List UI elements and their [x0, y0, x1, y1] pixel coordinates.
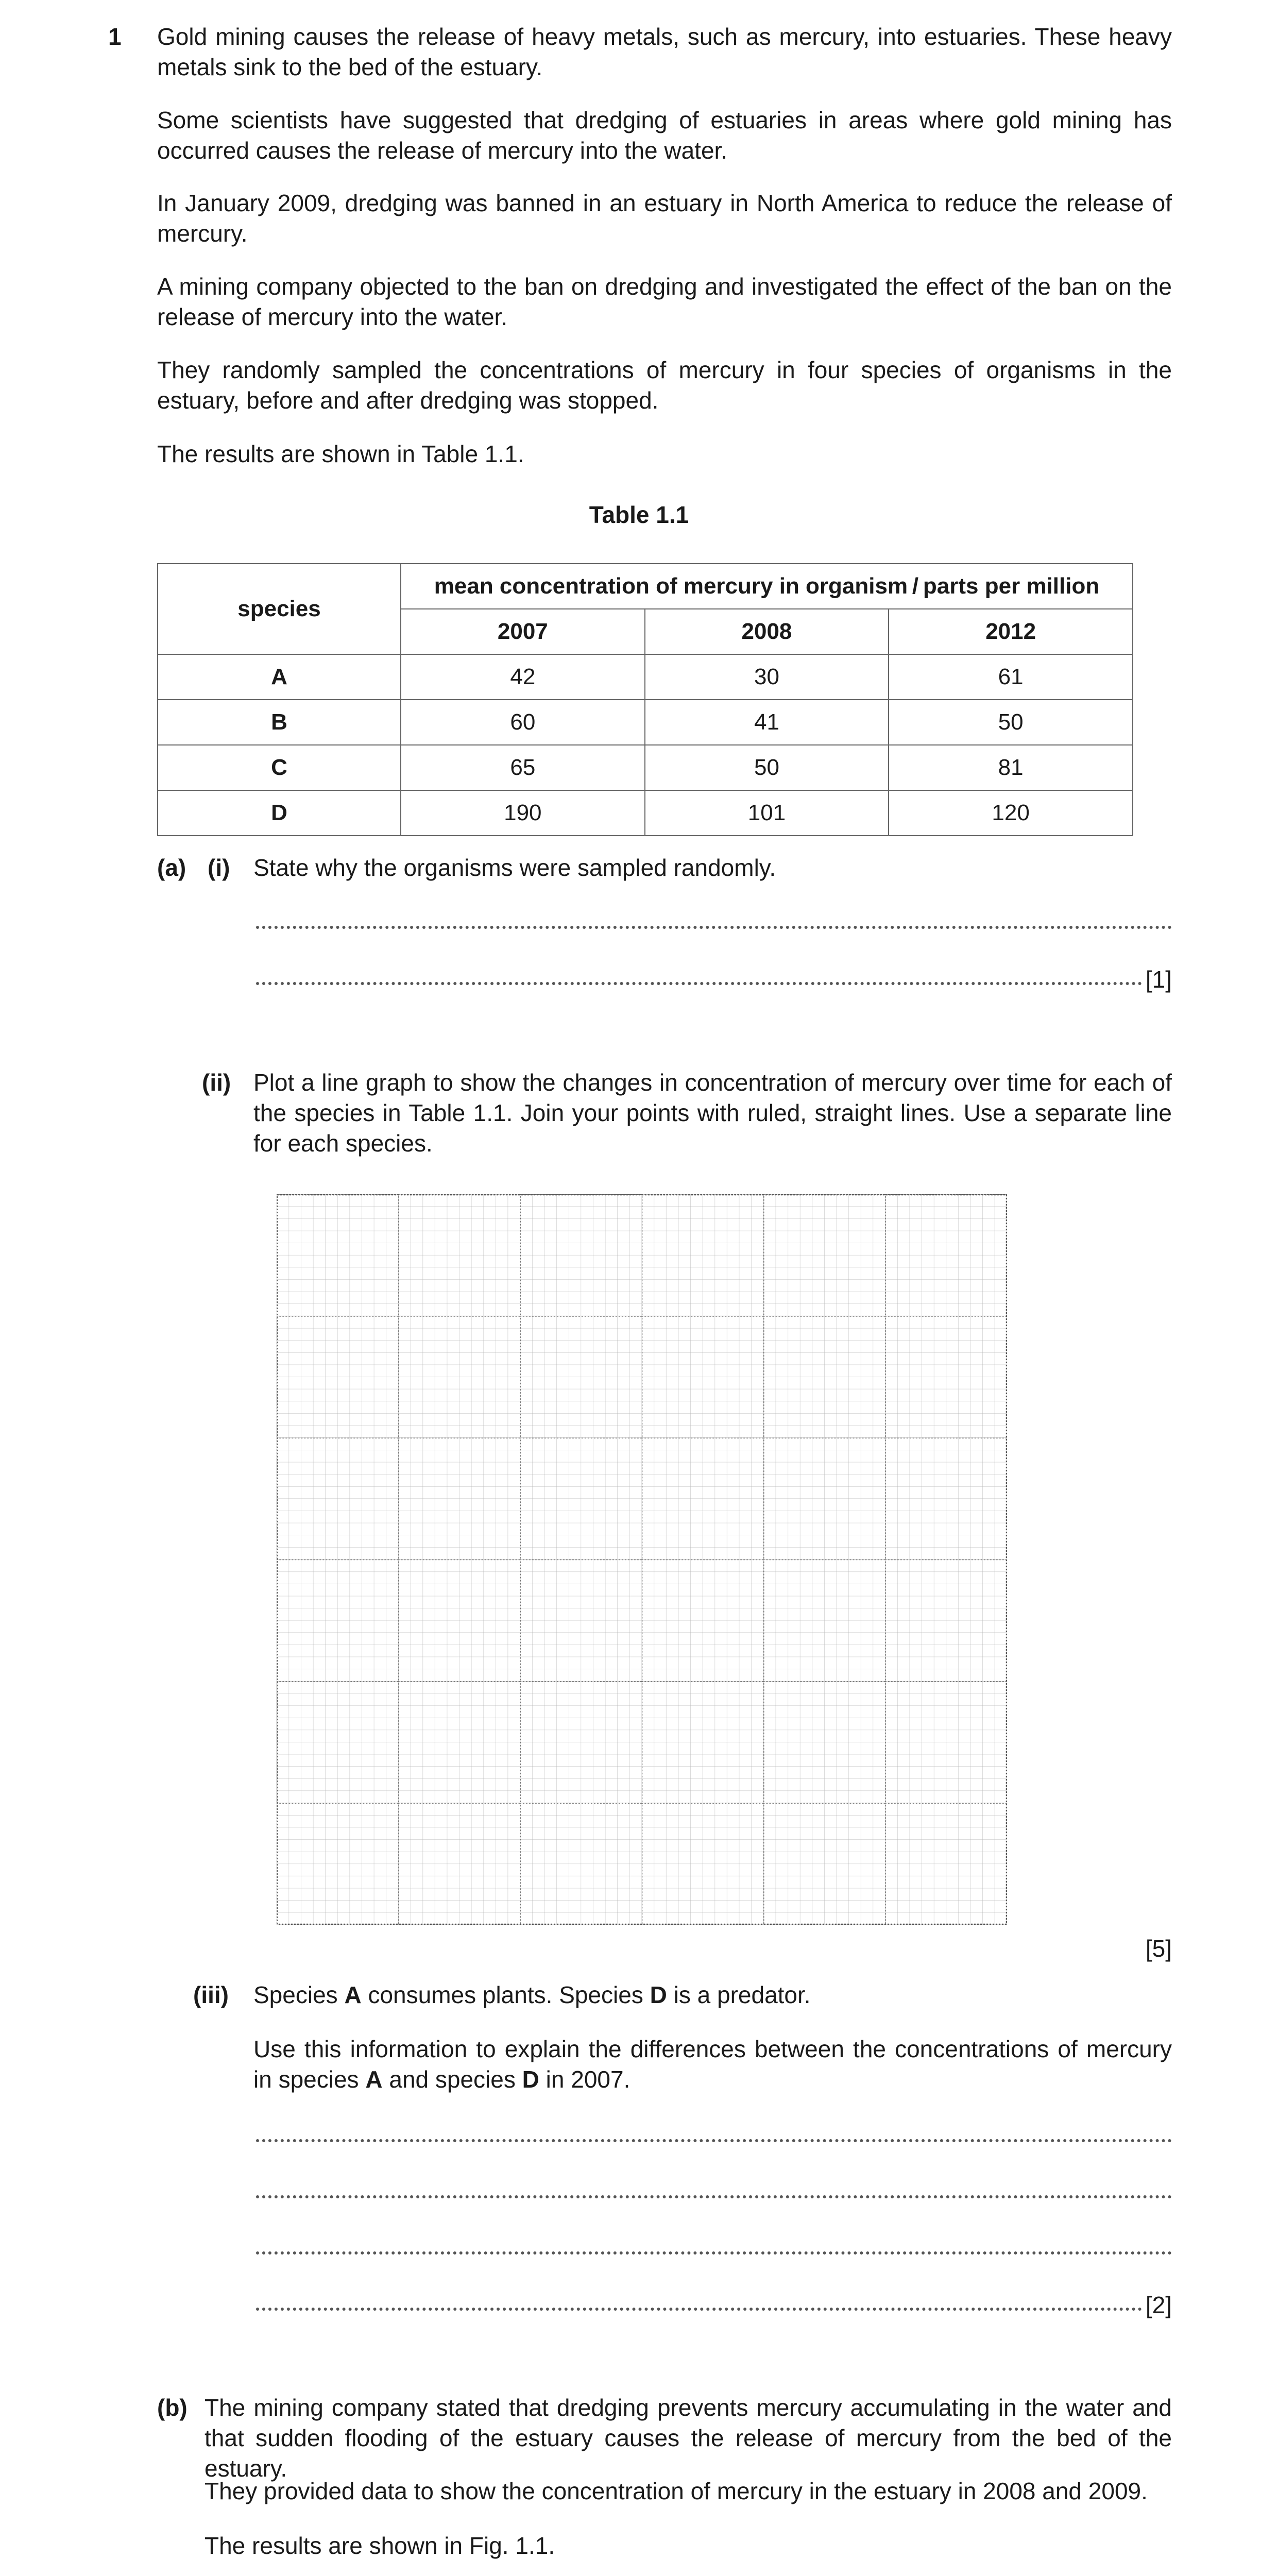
answer-line[interactable]	[256, 982, 1142, 985]
part-a-i-question: State why the organisms were sampled randomly.	[253, 854, 776, 881]
part-a-i-label: (i)	[208, 854, 230, 881]
intro-paragraph-2: Some scientists have suggested that dredging of estuaries in areas where gold mining has occurred causes the release of mercury into the water.	[157, 107, 1172, 164]
part-a-label: (a)	[157, 854, 186, 881]
value-cell: 190	[401, 790, 645, 836]
intro-paragraph-3: In January 2009, dredging was banned in an estuary in North America to reduce the release of mercury.	[157, 190, 1172, 247]
intro-paragraph-5: They randomly sampled the concentrations of mercury in four species of organisms in the estuary, before and after dredging was stopped.	[157, 357, 1172, 414]
graph-paper-grid[interactable]	[277, 1194, 1007, 1925]
part-b-text-1: The mining company stated that dredging prevents mercury accumulating in the water and that sudden flooding of the estuary causes the release of mercury from the bed of the estuary.	[205, 2394, 1172, 2482]
concentration-header: mean concentration of mercury in organism / parts per million	[401, 564, 1133, 609]
part-b-text-2: They provided data to show the concentration of mercury in the estuary in 2008 and 2009.	[205, 2478, 1148, 2504]
part-a-ii-question: Plot a line graph to show the changes in concentration of mercury over time for each of the species in Table 1.1. Join your points with ruled, straight lines. Use a separate line for each species.	[253, 1069, 1172, 1157]
table-row	[158, 790, 1133, 836]
part-a-iii-statement: Species A consumes plants. Species D is a predator.	[253, 1981, 811, 2008]
intro-paragraph-1: Gold mining causes the release of heavy metals, such as mercury, into estuaries. These heavy metals sink to the bed of the estuary.	[157, 23, 1172, 80]
year-header: 2007	[401, 609, 645, 654]
part-b-label: (b)	[157, 2394, 188, 2421]
value-cell: 60	[401, 700, 645, 745]
mercury-table	[157, 563, 1133, 836]
value-cell: 30	[645, 654, 889, 700]
intro-paragraph-4: A mining company objected to the ban on dredging and investigated the effect of the ban on the release of mercury into the water.	[157, 273, 1172, 330]
intro-paragraph-6: The results are shown in Table 1.1.	[157, 440, 524, 467]
table-row	[158, 700, 1133, 745]
table-row	[158, 654, 1133, 700]
table-row	[158, 745, 1133, 790]
marks: [1]	[1145, 966, 1172, 993]
species-cell: C	[158, 745, 401, 790]
value-cell: 61	[889, 654, 1133, 700]
answer-line[interactable]	[256, 2195, 1172, 2198]
part-a-iii-question: Use this information to explain the differences between the concentrations of mercury in species A and species D in 2007.	[253, 2036, 1172, 2093]
value-cell: 101	[645, 790, 889, 836]
year-header: 2008	[645, 609, 889, 654]
species-cell: A	[158, 654, 401, 700]
value-cell: 81	[889, 745, 1133, 790]
answer-line[interactable]	[256, 926, 1172, 929]
table-caption: Table 1.1	[589, 501, 689, 528]
year-header: 2012	[889, 609, 1133, 654]
part-a-iii-label: (iii)	[193, 1981, 229, 2008]
value-cell: 50	[889, 700, 1133, 745]
answer-line[interactable]	[256, 2251, 1172, 2255]
answer-line[interactable]	[256, 2139, 1172, 2142]
species-cell: B	[158, 700, 401, 745]
marks: [2]	[1145, 2292, 1172, 2318]
question-number: 1	[108, 23, 122, 50]
value-cell: 65	[401, 745, 645, 790]
value-cell: 41	[645, 700, 889, 745]
part-a-ii-label: (ii)	[202, 1069, 231, 1096]
part-b-text-3: The results are shown in Fig. 1.1.	[205, 2532, 555, 2559]
answer-line[interactable]	[256, 2308, 1142, 2311]
marks: [5]	[1145, 1935, 1172, 1962]
graph-paper[interactable]	[277, 1194, 1007, 1925]
value-cell: 42	[401, 654, 645, 700]
value-cell: 50	[645, 745, 889, 790]
value-cell: 120	[889, 790, 1133, 836]
species-cell: D	[158, 790, 401, 836]
species-header: species	[158, 564, 401, 654]
